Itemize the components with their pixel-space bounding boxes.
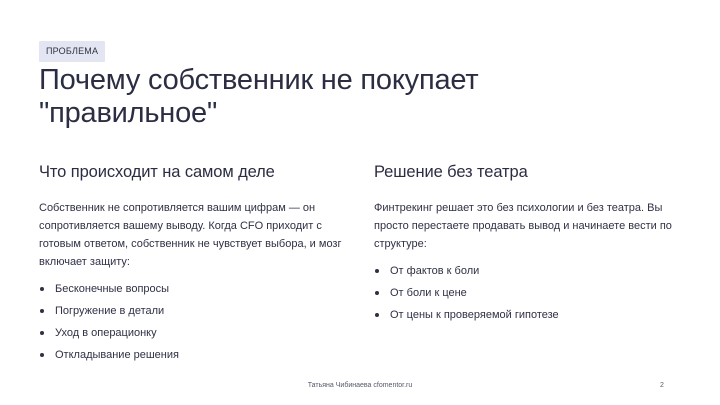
bullet-icon: [375, 291, 379, 295]
list-item: [39, 344, 344, 366]
list-item-text: Уход в операционку: [55, 327, 157, 339]
section-tag: ПРОБЛЕМА: [39, 41, 105, 62]
list-item-text: От цены к проверяемой гипотезе: [390, 309, 559, 321]
slide-title: Почему собственник не покупает "правильное": [39, 64, 479, 129]
list-item: [39, 278, 344, 300]
bullet-icon: [375, 313, 379, 317]
left-column-heading: Что происходит на самом деле: [39, 163, 275, 181]
list-item-text: Откладывание решения: [55, 349, 179, 361]
list-item: [374, 260, 679, 282]
list-item-text: От боли к цене: [390, 287, 467, 299]
list-item-text: От фактов к боли: [390, 265, 480, 277]
left-column-paragraph: Собственник не сопротивляется вашим цифрам — он сопротивляется вашему выводу. Когда CFO приходит с готовым ответом, собственник не чувствует выбора, и мозг включает защиту:: [39, 202, 342, 268]
list-item: [374, 282, 679, 304]
list-item-text: Бесконечные вопросы: [55, 283, 170, 295]
left-bullet-list: [39, 278, 344, 366]
footer-author: Татьяна Чибинаева cfomentor.ru: [307, 382, 413, 389]
list-item: [39, 322, 344, 344]
left-column: [39, 162, 344, 366]
bullet-icon: [40, 331, 44, 335]
right-column: [374, 162, 679, 326]
bullet-icon: [40, 309, 44, 313]
right-column-heading: Решение без театра: [374, 163, 528, 181]
list-item: [39, 300, 344, 322]
list-item-text: Погружение в детали: [55, 305, 165, 317]
page-number: 2: [660, 382, 664, 389]
bullet-icon: [40, 353, 44, 357]
bullet-icon: [40, 287, 44, 291]
right-column-paragraph: Финтрекинг решает это без психологии и без театра. Вы просто перестаете продавать вывод и начинаете вести по структуре:: [374, 202, 672, 250]
list-item: [374, 304, 679, 326]
bullet-icon: [375, 269, 379, 273]
right-bullet-list: [374, 260, 679, 326]
